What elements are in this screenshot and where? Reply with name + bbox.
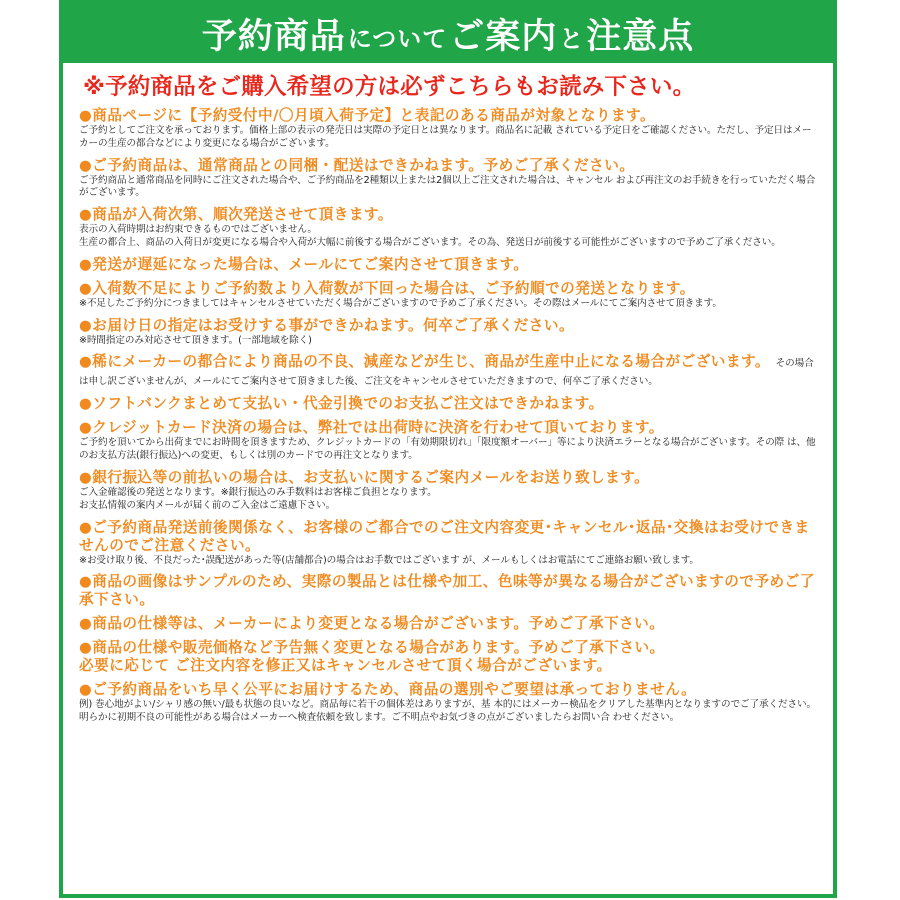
banner-title-part3: ご案内	[449, 15, 558, 57]
notice-note: ご予約としてご注文を承っております。価格上部の表示の発売日は実際の予定日とは異なります。商品名に記載 されている予定日をご確認ください。ただし、予定日はメーカーの生産の都合などにより変更になる場合がございます。	[79, 125, 812, 149]
title-banner	[63, 4, 833, 63]
notice-item	[79, 681, 819, 725]
notice-heading: ●商品が入荷次第、順次発送させて頂きます。	[79, 206, 393, 224]
notice-note: ご予約を頂いてから出荷までにお時間を頂きますため、クレジットカードの「有効期限切れ」「限度額オーバー」等により決済エラーとなる場合がございます。その際 は、他のお支払方法(銀行振込)への変更、もしくは別のカードでの再注文となります。	[79, 437, 816, 462]
notice-item	[79, 353, 819, 389]
banner-title-part1: 予約商品	[201, 15, 346, 57]
notice-heading	[79, 353, 819, 389]
notice-heading: ●クレジットカード決済の場合は、弊社では出荷時に決済を行わせて頂いております。	[79, 419, 664, 437]
banner-title-part5: 注意点	[586, 15, 695, 57]
notice-item	[79, 419, 819, 463]
notice-item	[79, 395, 819, 413]
notice-heading: ●商品ページに【予約受付中/〇月頃入荷予定】と表記のある商品が対象となります。	[79, 107, 656, 124]
notice-item	[79, 615, 819, 633]
notice-heading: ●ご予約商品発送前後関係なく、お客様のご都合でのご注文内容変更･キャンセル･返品･交換はお受けできませんのでご注意ください。	[79, 518, 810, 554]
notice-note: 表示の入荷時期はお約束できるものではございません。	[79, 224, 317, 236]
notice-note: 例) 巻心地がよい/シャリ感の無い/最も状態の良いなど。商品毎に若干の個体差はありますが、基 本的にはメーカー検品をクリアした基準内となりますのでご了承ください。明らかに初期不良の可能性がある場合はメーカーへ検査依頼を致します。ご不明点やお気づきの点がございましたらお問い合 わせください。	[79, 699, 816, 724]
notice-heading: ●銀行振込等の前払いの場合は、お支払いに関するご案内メールをお送り致します。	[79, 468, 650, 486]
notice-item	[79, 317, 819, 348]
notice-heading: ●商品の仕様や販売価格など予告無く変更となる場合があります。予めご了承下さい。	[79, 639, 665, 657]
notice-item	[79, 206, 819, 250]
notice-heading: ●入荷数不足によりご予約数より入荷数が下回った場合は、ご予約順での発送となります。	[79, 279, 695, 297]
notice-item	[79, 157, 819, 201]
notice-note: お支払情報の案内メールが届く前のご入金はご遠慮下さい。	[79, 499, 336, 511]
notice-heading: ●商品の画像はサンプルのため、実際の製品とは仕様や加工、色味等が異なる場合がございますので予めご了承下さい。	[79, 573, 815, 609]
warning-notice: ※予約商品をご購入希望の方は必ずこちらもお読み下さい。	[83, 74, 696, 100]
notice-item	[79, 573, 819, 609]
notice-heading-text: ●稀にメーカーの都合により商品の不良、減産などが生じ、商品が生産中止になる場合がございます。	[79, 353, 770, 371]
notice-heading: ●ソフトバンクまとめて支払い・代金引換でのお支払ご注文はできかねます。	[79, 395, 604, 413]
notice-heading: ●お届け日の指定はお受けする事ができかねます。何卒ご了承ください。	[79, 316, 575, 334]
notice-note: その場合は申し訳ございませんが、メールにてご案内させて頂きました後、ご注文をキャンセルさせていただきますので、何卒ご了承ください。	[79, 358, 814, 388]
notice-note: ※お受け取り後、不良だった･誤配送があった等(店舗都合)の場合はお手数ではございます が、メールもしくはお電話にてご連絡お願い致します。	[79, 554, 699, 566]
notice-item	[79, 469, 819, 513]
notice-note: ご入金確認後の発送となります。※銀行振込のみ手数料はお客様ご負担となります。	[79, 486, 437, 498]
notice-list	[63, 101, 833, 725]
notice-item	[79, 280, 819, 311]
notice-heading-continued: 必要に応じて ご注文内容を修正又はキャンセルさせて頂く場合がございます。	[79, 657, 612, 675]
notice-item	[79, 107, 819, 151]
notice-note: ※不足したご予約分につきましてはキャンセルさせていただく場合がございますので予めご了承ください。その際はメールにてご案内させて頂きます。	[79, 297, 722, 309]
notice-note: ※時間指定のみ対応させて頂きます。(一部地域を除く)	[79, 334, 312, 346]
notice-note: 生産の都合上、商品の入荷日が変更になる場合や入荷が大幅に前後する場合がございます。その為、発送日が前後する可能性がございますので予めご了承ください。	[79, 236, 781, 248]
notice-heading: ●ご予約商品をいち早く公平にお届けするため、商品の選別やご要望は承っておりません。	[79, 681, 697, 699]
notice-item	[79, 256, 819, 274]
notice-item	[79, 639, 819, 675]
banner-title-part4: と	[559, 24, 585, 53]
notice-item	[79, 519, 819, 568]
notice-heading: ●発送が遅延になった場合は、メールにてご案内させて頂きます。	[79, 255, 529, 273]
notice-frame	[59, 0, 837, 898]
notice-note: ご予約商品と通常商品を同時にご注文された場合や、ご予約商品を2種類以上または2個以上ご注文された場合は、キャンセル および再注文のお手続きを行っていただく場合がございます。	[79, 174, 816, 199]
notice-heading: ●商品の仕様等は、メーカーにより変更となる場合がございます。予めご了承下さい。	[79, 615, 665, 633]
notice-heading: ●ご予約商品は、通常商品との同梱・配送はできかねます。予めご了承ください。	[79, 156, 635, 174]
banner-title-part2: について	[347, 24, 448, 53]
